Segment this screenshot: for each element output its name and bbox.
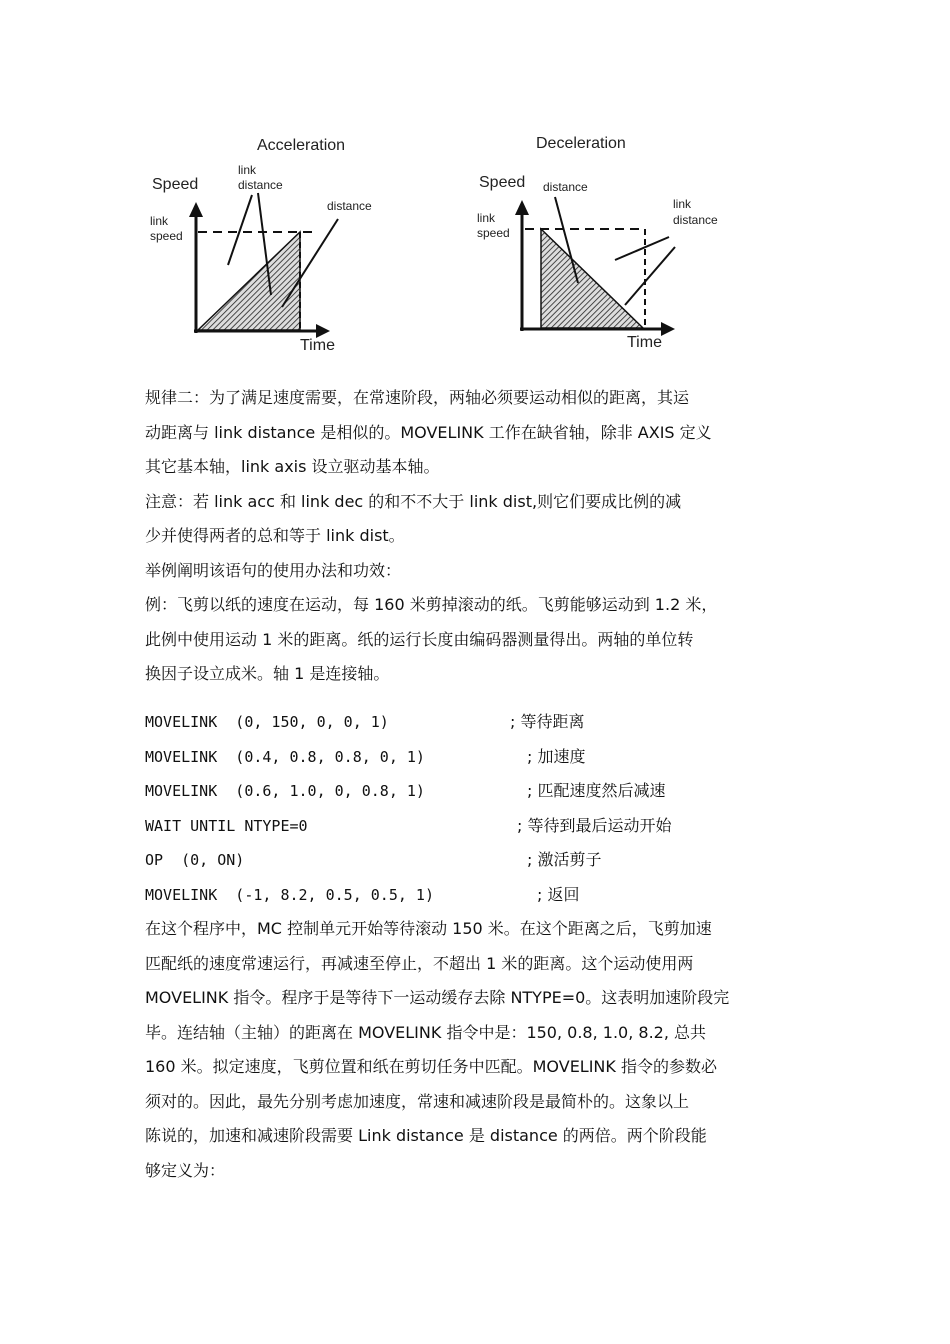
code-command: MOVELINK (0, 150, 0, 0, 1) (145, 713, 389, 731)
acceleration-ylabel: Speed (152, 176, 199, 193)
text-line: 注意：若 link acc 和 link dec 的和不不大于 link dist,则它们要成比例的减 (145, 491, 682, 511)
code-comment: ; 返回 (537, 884, 580, 904)
acceleration-link-speed-label-2: speed (150, 229, 183, 243)
deceleration-y-arrow (515, 200, 529, 215)
acceleration-figure (140, 125, 480, 365)
deceleration-xlabel: Time (627, 334, 662, 351)
code-comment: ; 等待距离 (510, 712, 585, 731)
code-command: MOVELINK (0.6, 1.0, 0, 0.8, 1) (145, 782, 425, 800)
deceleration-distance-label: distance (543, 180, 588, 194)
text-line: 少并使得两者的总和等于 link dist。 (145, 526, 405, 545)
text-line: 动距离与 link distance 是相似的。MOVELINK 工作在缺省轴，除非 AXIS 定义 (145, 422, 712, 442)
code-command: OP (0, ON) (145, 851, 245, 869)
code-block (145, 705, 845, 912)
text-line: 规律二：为了满足速度需要，在常速阶段，两轴必须要运动相似的距离，其运 (145, 388, 690, 407)
acceleration-distance-area (198, 232, 300, 330)
deceleration-ylabel: Speed (479, 174, 526, 191)
deceleration-diagram (465, 125, 805, 365)
deceleration-link-speed-label-2: speed (477, 226, 510, 240)
code-comment: ; 加速度 (527, 746, 586, 766)
acceleration-diagram (140, 125, 480, 365)
deceleration-title: Deceleration (536, 135, 626, 152)
deceleration-link-label: link (673, 197, 692, 211)
acceleration-x-arrow (316, 324, 330, 338)
text-line: 160 米。拟定速度，飞剪位置和纸在剪切任务中匹配。MOVELINK 指令的参数必 (145, 1057, 717, 1076)
code-row (145, 705, 845, 740)
explanation-paragraph (145, 912, 815, 1188)
acceleration-distance-label: distance (327, 199, 372, 213)
acceleration-link-speed-label-1: link (150, 214, 169, 228)
code-row (145, 843, 845, 878)
text-line: 换因子设立成米。轴 1 是连接轴。 (145, 664, 390, 683)
acceleration-link-leader-1 (228, 195, 252, 265)
code-row (145, 878, 845, 913)
acceleration-y-arrow (189, 202, 203, 217)
text-line: 举例阐明该语句的使用办法和功效： (145, 560, 402, 580)
intro-paragraph (145, 381, 815, 692)
code-command: WAIT UNTIL NTYPE=0 (145, 816, 308, 835)
text-line: MOVELINK 指令。程序于是等待下一运动缓存去除 NTYPE=0。这表明加速阶段完 (145, 988, 730, 1007)
text-line: 须对的。因此，最先分别考虑加速度，常速和减速阶段是最简朴的。这象以上 (145, 1091, 690, 1111)
text-line: 匹配纸的速度常速运行，再减速至停止，不超出 1 米的距离。这个运动使用两 (145, 953, 694, 973)
acceleration-xlabel: Time (300, 337, 335, 354)
text-line: 够定义为： (145, 1160, 226, 1180)
code-row (145, 774, 845, 809)
code-comment: ; 匹配速度然后减速 (527, 781, 666, 800)
deceleration-link-leader-2 (625, 247, 675, 305)
code-comment: ; 等待到最后运动开始 (517, 815, 672, 835)
code-command: MOVELINK (0.4, 0.8, 0.8, 0, 1) (145, 747, 425, 766)
text-line: 其它基本轴，link axis 设立驱动基本轴。 (145, 457, 440, 476)
acceleration-link-label: link (238, 163, 257, 177)
code-row (145, 809, 845, 844)
text-line: 陈说的，加速和减速阶段需要 Link distance 是 distance 的两倍。两个阶段能 (145, 1126, 707, 1145)
deceleration-figure (465, 125, 805, 365)
text-line: 例：飞剪以纸的速度在运动，每 160 米剪掉滚动的纸。飞剪能够运动到 1.2 米， (145, 595, 718, 614)
deceleration-x-arrow (661, 322, 675, 336)
code-row (145, 740, 845, 775)
acceleration-link-distance-label: distance (238, 178, 283, 192)
code-comment: ; 激活剪子 (527, 850, 602, 869)
acceleration-title: Acceleration (257, 137, 346, 154)
deceleration-link-speed-label-1: link (477, 211, 496, 225)
deceleration-distance-area (541, 229, 643, 328)
code-command: MOVELINK (-1, 8.2, 0.5, 0.5, 1) (145, 885, 434, 904)
deceleration-link-leader-1 (615, 237, 669, 260)
text-line: 此例中使用运动 1 米的距离。纸的运行长度由编码器测量得出。两轴的单位转 (145, 629, 694, 649)
deceleration-link-distance-label: distance (673, 213, 718, 227)
text-line: 毕。连结轴（主轴）的距离在 MOVELINK 指令中是：150, 0.8, 1.0, 8.2, 总共 (145, 1022, 707, 1042)
text-line: 在这个程序中，MC 控制单元开始等待滚动 150 米。在这个距离之后，飞剪加速 (145, 919, 712, 938)
